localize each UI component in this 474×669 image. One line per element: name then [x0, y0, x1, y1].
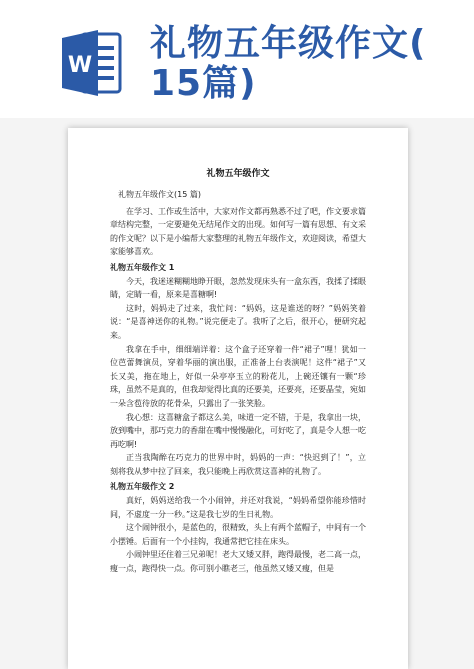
paragraph: 真好，妈妈送给我一个小闹钟，并还对我说，“妈妈希望你能珍惜时间，不虚度一分一秒。”这是我七岁的生日礼物。: [110, 496, 366, 519]
paragraph: 这时，妈妈走了过来，我忙问：“妈妈，这是谁送的呀？”妈妈笑着说：“是喜神送你的礼物。”说完便走了。我听了之后，很开心，便研究起来。: [110, 303, 366, 340]
word-app-icon: [62, 28, 124, 98]
document-page: [68, 128, 408, 669]
section-heading: 礼物五年级作文 2: [110, 482, 175, 492]
paragraph: 在学习、工作或生活中，大家对作文都再熟悉不过了吧，作文要求篇章结构完整，一定要避免无结尾作文的出现。如何写一篇有思想、有文采的作文呢？以下是小编帮大家整理的礼物五年级作文，欢迎阅读，希望大家能够喜欢。: [110, 206, 366, 257]
paragraph: 这个闹钟很小，是蓝色的，很精致，头上有两个蓝帽子，中间有一个小摆锤。后面有一个小挂钩，我通常把它挂在床头。: [110, 523, 366, 546]
paragraph: 小闹钟里还住着三兄弟呢！老大又矮又胖，跑得最慢，老二高一点，瘦一点，跑得快一点。你可别小瞧老三，他虽然又矮又瘦，但是: [110, 550, 366, 574]
banner-title-line1: 礼物五年级作文(: [150, 23, 427, 64]
paragraph: 今天，我迷迷糊糊地睁开眼，忽然发现床头有一盒东西，我揉了揉眼睛，定睛一看，原来是喜糖啊!: [110, 276, 366, 300]
document-body: [110, 188, 366, 576]
banner-title-line2: 15篇): [150, 63, 257, 104]
banner: [0, 0, 474, 118]
document-subtitle: 礼物五年级作文(15 篇): [118, 190, 201, 199]
svg-text:W: W: [67, 53, 93, 78]
paragraph: 我拿在手中，细细端详着：这个盒子还穿着一件“裙子”哩！犹如一位芭蕾舞演员，穿着华丽的演出服，正准备上台表演呢！这件“裙子”又长又美，拖在地上，好似一朵亭亭玉立的粉花儿，上碗还镶有一颗“珍珠，虽然不是真的，但我却觉得比真的还要美，还要亮，还要晶莹，宛如一朵含苞待放的花骨朵，只露出了一张笑脸。: [110, 344, 366, 408]
section-heading: 礼物五年级作文 1: [110, 262, 175, 272]
paragraph: 我心想：这喜糖盒子都这么美，味道一定不错，于是，我拿出一块，放到嘴中，那巧克力的香甜在嘴中慢慢融化，可好吃了，真是令人想一吃再吃啊!: [110, 412, 366, 449]
paragraph: 正当我陶醉在巧克力的世界中时，妈妈的一声：“快迟到了！”，立刻将我从梦中拉了回来，我只能晚上再欣赏这喜神的礼物了。: [110, 453, 366, 476]
document-title: 礼物五年级作文: [206, 169, 270, 179]
banner-title: [150, 24, 470, 104]
